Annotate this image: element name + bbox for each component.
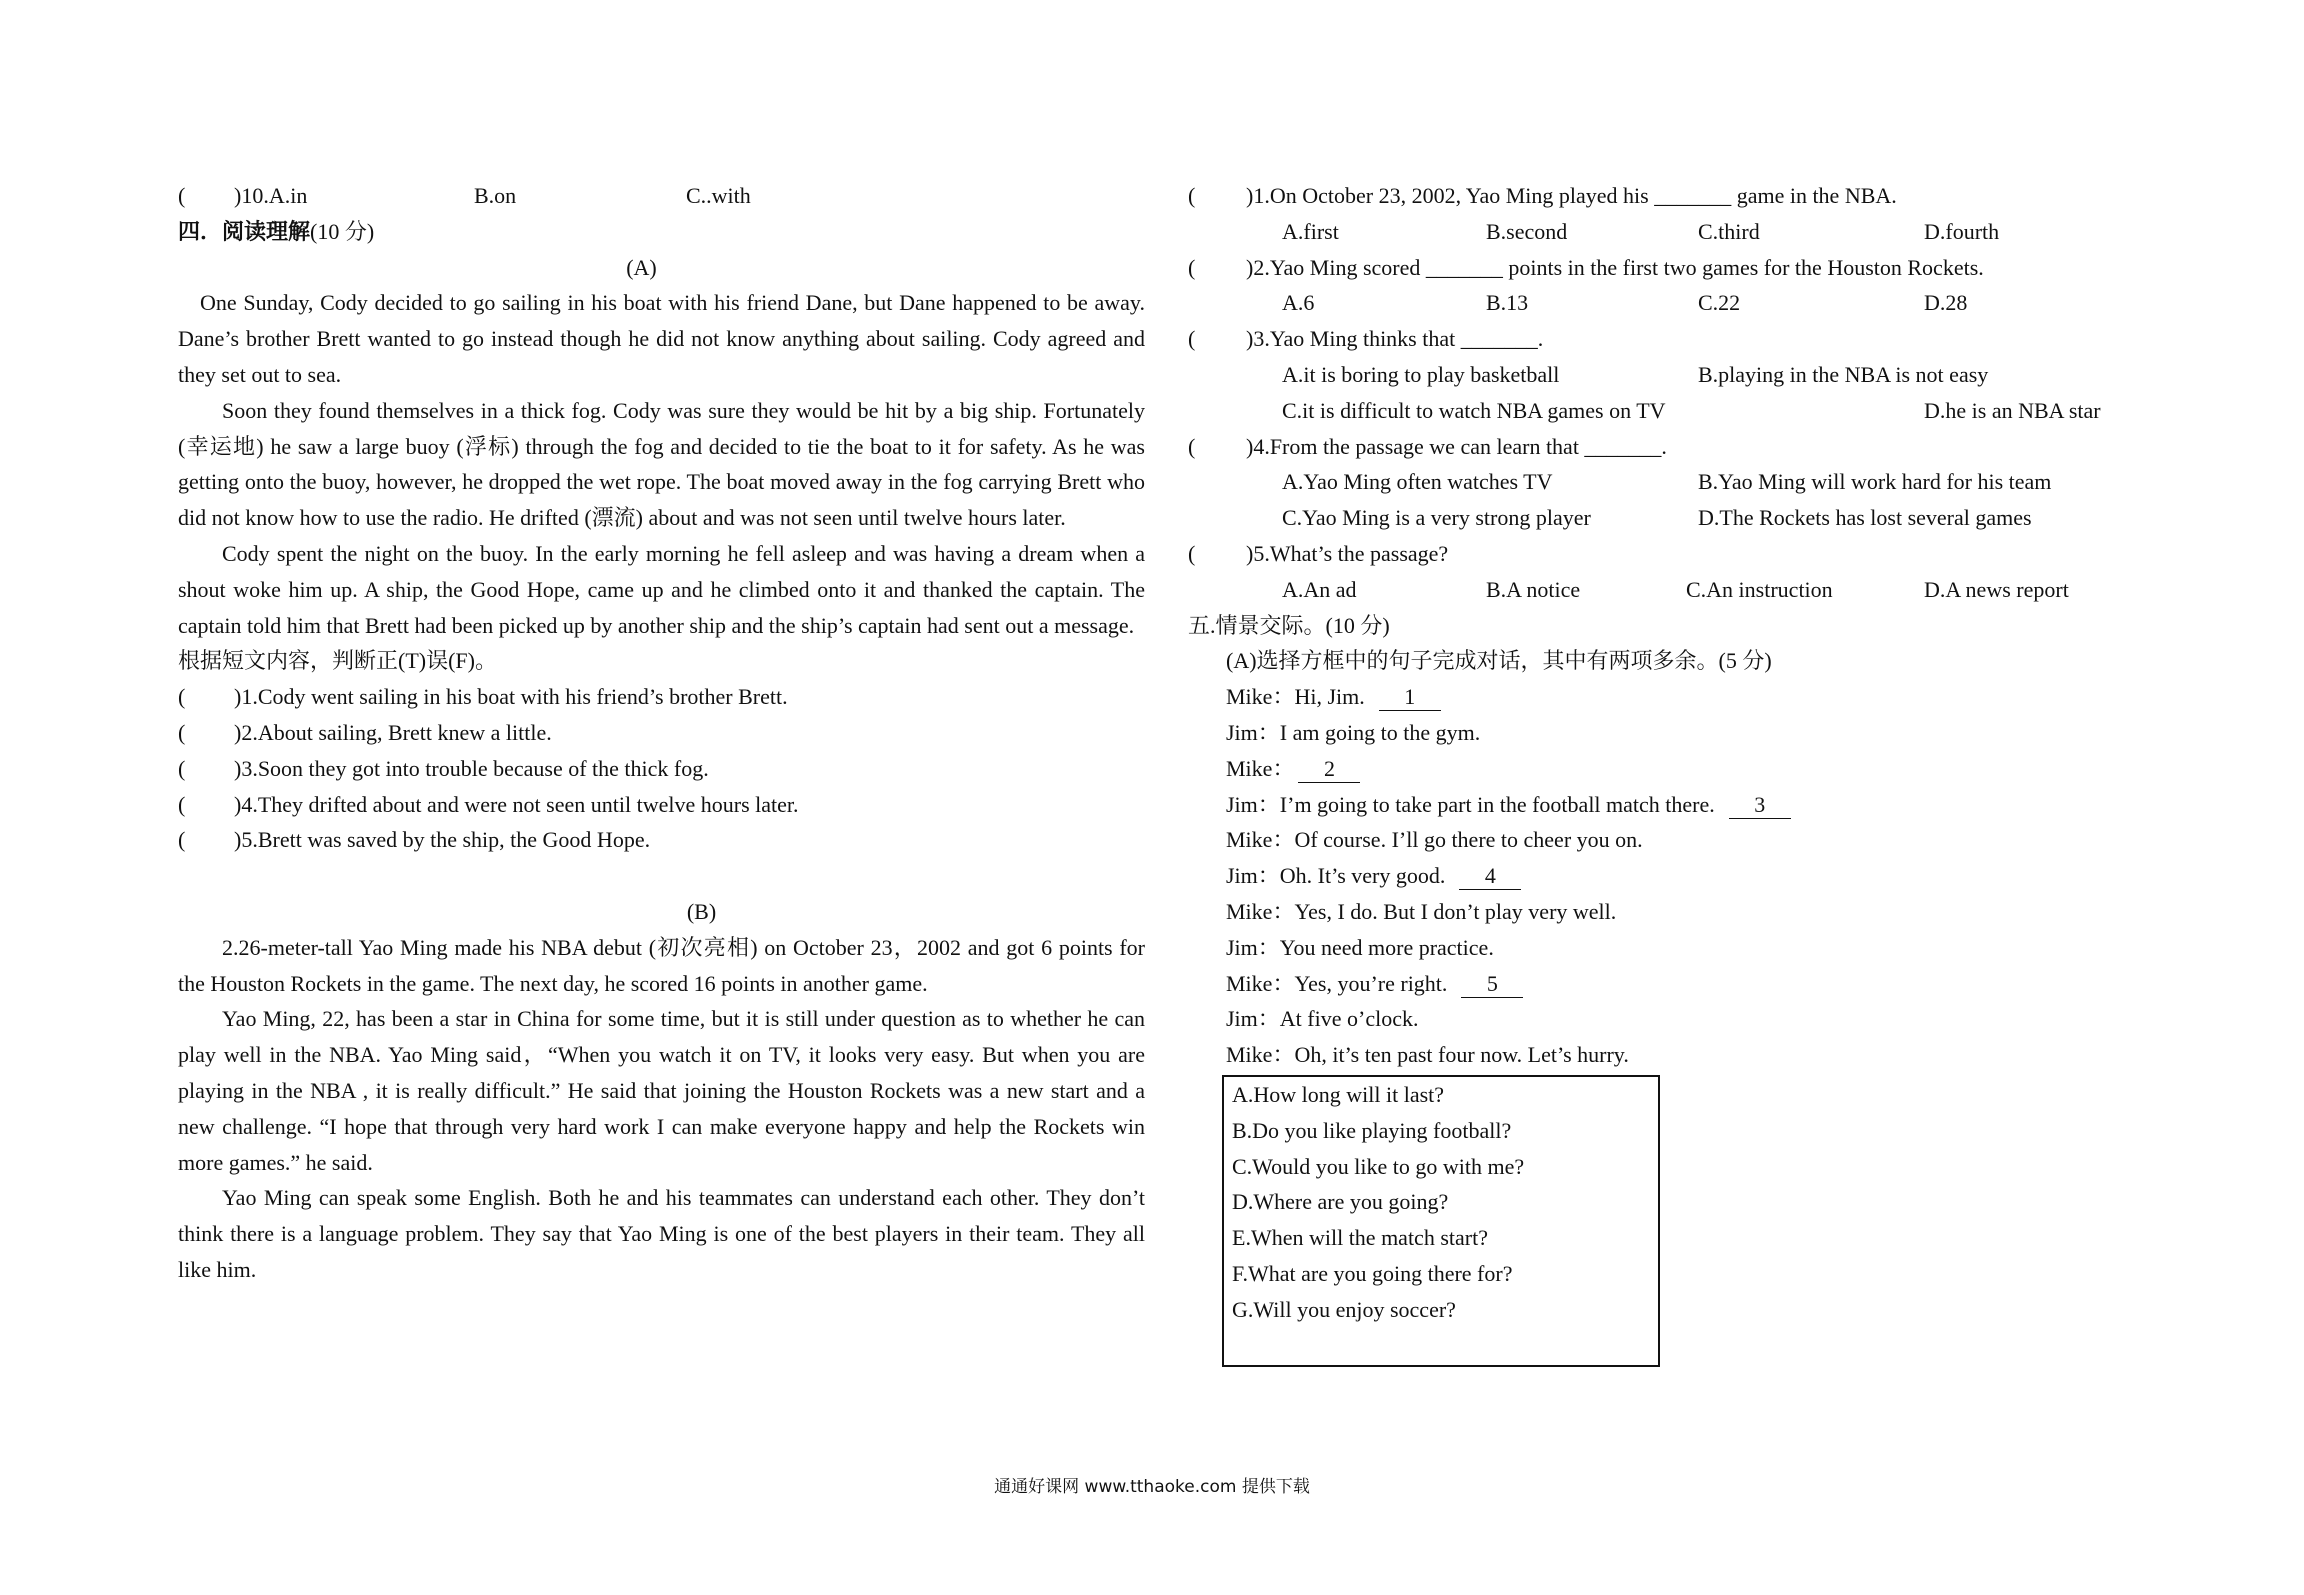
mc-stem: )4.From the passage we can learn that _______. (1246, 433, 1667, 459)
dialogue-line: Mike：Yes, I do. But I don’t play very well. (1226, 898, 1617, 924)
section-4-title: 四．阅读理解 (178, 218, 311, 244)
dialogue-blank: 3 (1729, 792, 1791, 819)
box-option: E.When will the match start? (1232, 1225, 1488, 1251)
box-option: A.How long will it last? (1232, 1082, 1445, 1107)
mc-option: A.6 (1282, 290, 1315, 316)
section-4-heading (178, 214, 1145, 250)
question-10 (178, 178, 1145, 214)
tf-question-text: )4.They drifted about and were not seen until twelve hours later. (234, 791, 799, 817)
mc-option: A.first (1282, 218, 1339, 244)
mc-question: ( )2.Yao Ming scored _______ points in the first two games for the Houston Rockets. (1188, 250, 2148, 286)
mc-options (1188, 500, 2148, 536)
section-5-instruction: (A)选择方框中的句子完成对话，其中有两项多余。(5 分) (1226, 648, 1772, 674)
mc-option: B.playing in the NBA is not easy (1698, 361, 1989, 387)
tf-question: ( )1.Cody went sailing in his boat with his friend’s brother Brett. (178, 679, 1145, 715)
box-option: G.Will you enjoy soccer? (1232, 1296, 1456, 1322)
mc-stem: )5.What’s the passage? (1246, 540, 1449, 566)
box-option: F.What are you going there for? (1232, 1260, 1513, 1286)
dialogue-line: Jim：I am going to the gym. (1226, 719, 1481, 745)
mc-options (1188, 572, 2148, 608)
mc-question: ( )3.Yao Ming thinks that _______. (1188, 321, 2148, 357)
mc-option: B.13 (1486, 290, 1529, 316)
passage-b-paragraph: 2.26-meter-tall Yao Ming made his NBA debut (初次亮相) on October 23，2002 and got 6 points for the Houston Rockets in the game. The next day, he scored 16 points in another game. (178, 934, 1145, 996)
mc-option: B.A notice (1486, 576, 1581, 602)
tf-question: ( )2.About sailing, Brett knew a little. (178, 715, 1145, 751)
question-option-a: )10.A.in (234, 183, 308, 208)
box-option: B.Do you like playing football? (1232, 1117, 1512, 1143)
mc-options (1188, 214, 2148, 250)
left-column (178, 178, 1145, 1288)
mc-stem: )2.Yao Ming scored _______ points in the first two games for the Houston Rockets. (1246, 254, 1984, 280)
mc-option: C.Yao Ming is a very strong player (1282, 505, 1591, 531)
mc-question: ( )4.From the passage we can learn that _______. (1188, 429, 2148, 465)
mc-question: ( )5.What’s the passage? (1188, 536, 2148, 572)
mc-options (1188, 464, 2148, 500)
mc-options (1188, 393, 2148, 429)
passage-a-paragraph: Soon they found themselves in a thick fog. Cody was sure they would be hit by a big ship. Fortunately (幸运地) he saw a large buoy (浮标) through the fog and decided to tie the boat to it for safety. As he was getting onto the buoy, however, he dropped the wet rope. The boat moved away in the fog carrying Brett who did not know how to use the radio. He drifted (漂流) about and was not seen until twelve hours later. (178, 397, 1145, 531)
passage-b-paragraph: Yao Ming, 22, has been a star in China for some time, but it is still under question as to whether he can play well in the NBA. Yao Ming said，“When you watch it on TV, it looks very easy. But when you are playing in the NBA , it is really difficult.” He said that joining the Houston Rockets was a new start and a new challenge. “I hope that through very hard work I can make everyone happy and help the Rockets win more games.” he said. (178, 1006, 1145, 1175)
tf-question-text: )5.Brett was saved by the ship, the Good Hope. (234, 827, 651, 853)
mc-question: ( )1.On October 23, 2002, Yao Ming played his _______ game in the NBA. (1188, 178, 2148, 214)
dialogue-line: Mike：Of course. I’ll go there to cheer you on. (1226, 827, 1643, 853)
mc-option: C.third (1698, 218, 1760, 244)
dialogue-line: Mike：Yes, you’re right. 5 (1188, 966, 2148, 1002)
mc-option: A.Yao Ming often watches TV (1282, 469, 1553, 495)
dialogue-line: Mike：Oh, it’s ten past four now. Let’s hurry. (1226, 1042, 1629, 1068)
passage-b-label: (B) (686, 898, 717, 924)
section-4-score: (10 分) (310, 218, 375, 244)
right-column (1188, 178, 2148, 1073)
tf-question: ( )3.Soon they got into trouble because of the thick fog. (178, 751, 1145, 787)
tf-question: ( )4.They drifted about and were not seen until twelve hours later. (178, 787, 1145, 823)
dialogue-line: Jim：I’m going to take part in the football match there. 3 (1188, 787, 2148, 823)
dialogue-blank: 4 (1459, 863, 1521, 890)
dialogue-blank: 1 (1379, 684, 1441, 711)
dialogue-line: Mike：Hi, Jim. 1 (1188, 679, 2148, 715)
dialogue-blank: 5 (1461, 971, 1523, 998)
passage-a-paragraph: Cody spent the night on the buoy. In the early morning he fell asleep and was having a dream when a shout woke him up. A ship, the Good Hope, came up and he climbed onto it and thanked the captain. The captain told him that Brett had been picked up by another ship and the ship’s captain had sent out a message. (178, 540, 1145, 638)
mc-stem: )3.Yao Ming thinks that _______. (1246, 326, 1544, 352)
dialogue-line: Mike： 2 (1188, 751, 2148, 787)
mc-option: B.Yao Ming will work hard for his team (1698, 469, 2052, 495)
mc-option: C.22 (1698, 290, 1741, 316)
passage-a-instruction: 根据短文内容，判断正(T)误(F)。 (178, 648, 497, 674)
dialogue-line: Jim：You need more practice. (1226, 934, 1494, 960)
question-option-b: B.on (474, 183, 517, 208)
tf-question-text: )2.About sailing, Brett knew a little. (234, 719, 552, 745)
dialogue-blank: 2 (1298, 756, 1360, 783)
mc-option: A.it is boring to play basketball (1282, 361, 1560, 387)
dialogue-line: Jim：At five o’clock. (1226, 1006, 1419, 1032)
answer-paren: ( (178, 183, 186, 208)
mc-options (1188, 357, 2148, 393)
question-option-c: C..with (686, 183, 751, 208)
box-option: C.Would you like to go with me? (1232, 1153, 1525, 1179)
tf-question-text: )3.Soon they got into trouble because of the thick fog. (234, 755, 709, 781)
box-option: D.Where are you going? (1232, 1189, 1449, 1215)
mc-option: A.An ad (1282, 576, 1357, 602)
mc-option: D.fourth (1924, 218, 2000, 244)
tf-question: ( )5.Brett was saved by the ship, the Good Hope. (178, 822, 1145, 858)
sentence-options-box (1222, 1075, 1660, 1367)
mc-option: C.it is difficult to watch NBA games on TV (1282, 397, 1666, 423)
passage-b-paragraph: Yao Ming can speak some English. Both he and his teammates can understand each other. They don’t think there is a language problem. They say that Yao Ming is one of the best players in their team. They all like him. (178, 1185, 1145, 1282)
passage-a-paragraph: One Sunday, Cody decided to go sailing in his boat with his friend Dane, but Dane happened to be away. Dane’s brother Brett wanted to go instead though he did not know anything about sailing. Cody agreed and they set out to sea. (178, 290, 1145, 387)
footer-watermark: 通通好课网 www.tthaoke.com 提供下载 (994, 1477, 1310, 1497)
tf-question-text: )1.Cody went sailing in his boat with his friend’s brother Brett. (234, 684, 788, 710)
mc-option: D.The Rockets has lost several games (1698, 505, 2032, 531)
mc-options (1188, 285, 2148, 321)
section-5-title: 五.情景交际。(10 分) (1188, 612, 1390, 638)
passage-a-label: (A) (626, 254, 657, 280)
mc-option: B.second (1486, 218, 1568, 244)
dialogue-line: Jim：Oh. It’s very good. 4 (1188, 858, 2148, 894)
mc-option: D.A news report (1924, 576, 2069, 602)
mc-option: D.he is an NBA star (1924, 397, 2101, 423)
mc-stem: )1.On October 23, 2002, Yao Ming played his _______ game in the NBA. (1246, 183, 1897, 208)
mc-option: C.An instruction (1686, 576, 1833, 602)
mc-option: D.28 (1924, 290, 1968, 316)
